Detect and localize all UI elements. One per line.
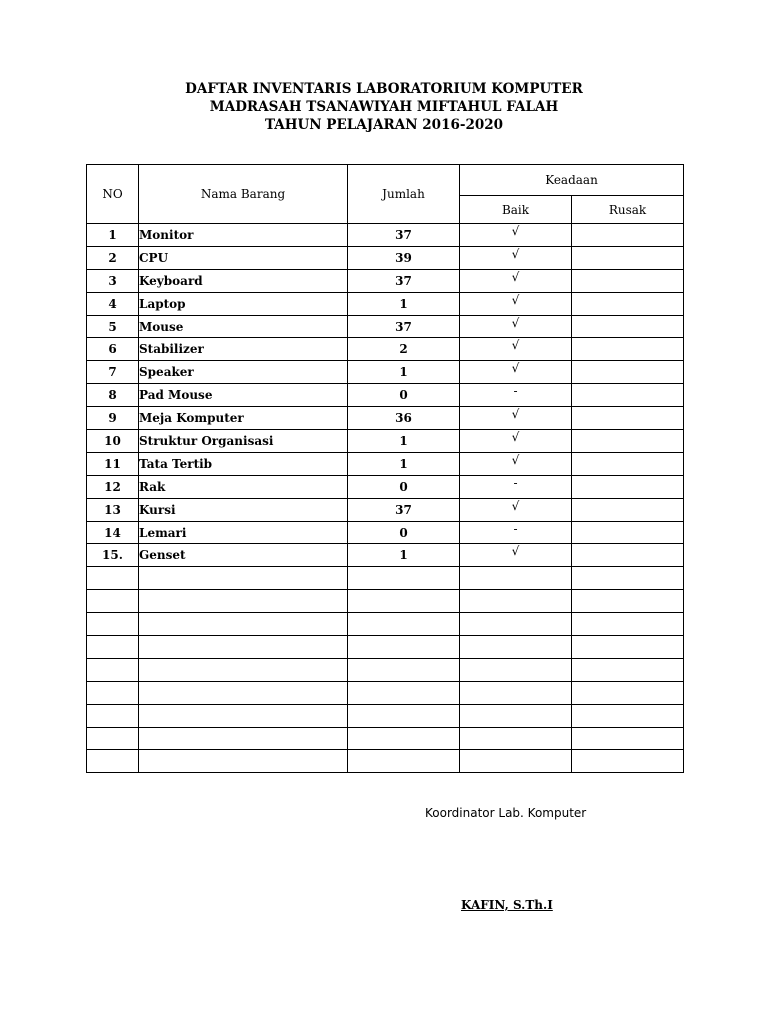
cell-rusak bbox=[572, 750, 684, 773]
cell-baik: - bbox=[460, 521, 572, 544]
cell-no: 1 bbox=[87, 224, 139, 247]
cell-nama-barang: Stabilizer bbox=[139, 338, 348, 361]
table-row bbox=[87, 407, 684, 430]
cell-rusak bbox=[572, 338, 684, 361]
cell-baik: - bbox=[460, 475, 572, 498]
cell-jumlah bbox=[348, 590, 460, 613]
cell-nama-barang: Keyboard bbox=[139, 269, 348, 292]
cell-no bbox=[87, 613, 139, 636]
cell-baik: √ bbox=[460, 544, 572, 567]
header-jumlah: Jumlah bbox=[348, 165, 460, 224]
cell-jumlah bbox=[348, 750, 460, 773]
table-row bbox=[87, 521, 684, 544]
header-keadaan: Keadaan bbox=[460, 165, 684, 196]
cell-baik: √ bbox=[460, 361, 572, 384]
cell-baik bbox=[460, 750, 572, 773]
table-row bbox=[87, 613, 684, 636]
cell-nama-barang: Laptop bbox=[139, 292, 348, 315]
cell-no: 13 bbox=[87, 498, 139, 521]
table-row bbox=[87, 750, 684, 773]
cell-rusak bbox=[572, 269, 684, 292]
cell-jumlah bbox=[348, 567, 460, 590]
cell-nama-barang: Speaker bbox=[139, 361, 348, 384]
cell-no bbox=[87, 567, 139, 590]
cell-jumlah bbox=[348, 704, 460, 727]
cell-no bbox=[87, 590, 139, 613]
cell-baik bbox=[460, 658, 572, 681]
cell-jumlah: 1 bbox=[348, 544, 460, 567]
cell-nama-barang: Kursi bbox=[139, 498, 348, 521]
cell-baik bbox=[460, 704, 572, 727]
cell-rusak bbox=[572, 361, 684, 384]
cell-rusak bbox=[572, 475, 684, 498]
cell-baik: √ bbox=[460, 498, 572, 521]
cell-rusak bbox=[572, 613, 684, 636]
inventory-table-body bbox=[87, 224, 684, 773]
cell-no: 9 bbox=[87, 407, 139, 430]
cell-jumlah bbox=[348, 613, 460, 636]
table-row bbox=[87, 269, 684, 292]
cell-jumlah: 36 bbox=[348, 407, 460, 430]
cell-jumlah: 37 bbox=[348, 224, 460, 247]
cell-rusak bbox=[572, 704, 684, 727]
cell-baik bbox=[460, 727, 572, 750]
cell-baik: √ bbox=[460, 292, 572, 315]
cell-baik: - bbox=[460, 384, 572, 407]
cell-jumlah: 37 bbox=[348, 498, 460, 521]
cell-jumlah: 0 bbox=[348, 384, 460, 407]
cell-jumlah bbox=[348, 658, 460, 681]
cell-rusak bbox=[572, 727, 684, 750]
cell-no bbox=[87, 681, 139, 704]
table-row bbox=[87, 590, 684, 613]
cell-baik: √ bbox=[460, 315, 572, 338]
cell-jumlah bbox=[348, 636, 460, 659]
table-row bbox=[87, 475, 684, 498]
cell-no: 3 bbox=[87, 269, 139, 292]
cell-no: 5 bbox=[87, 315, 139, 338]
cell-rusak bbox=[572, 407, 684, 430]
cell-jumlah: 1 bbox=[348, 452, 460, 475]
cell-rusak bbox=[572, 636, 684, 659]
header-no: NO bbox=[87, 165, 139, 224]
cell-rusak bbox=[572, 452, 684, 475]
cell-jumlah: 0 bbox=[348, 475, 460, 498]
cell-no: 15. bbox=[87, 544, 139, 567]
title-line-3: TAHUN PELAJARAN 2016-2020 bbox=[264, 117, 504, 133]
table-row bbox=[87, 246, 684, 269]
table-row bbox=[87, 338, 684, 361]
cell-nama-barang: Genset bbox=[139, 544, 348, 567]
cell-nama-barang bbox=[139, 727, 348, 750]
cell-no bbox=[87, 727, 139, 750]
cell-rusak bbox=[572, 315, 684, 338]
table-row bbox=[87, 704, 684, 727]
header-rusak: Rusak bbox=[572, 196, 684, 224]
cell-rusak bbox=[572, 544, 684, 567]
cell-no: 11 bbox=[87, 452, 139, 475]
koordinator-name: KAFIN, S.Th.I bbox=[461, 898, 553, 912]
cell-nama-barang bbox=[139, 567, 348, 590]
cell-no: 12 bbox=[87, 475, 139, 498]
table-row bbox=[87, 315, 684, 338]
table-row bbox=[87, 727, 684, 750]
cell-jumlah bbox=[348, 727, 460, 750]
cell-nama-barang: Tata Tertib bbox=[139, 452, 348, 475]
cell-no bbox=[87, 704, 139, 727]
cell-jumlah: 37 bbox=[348, 269, 460, 292]
cell-baik bbox=[460, 681, 572, 704]
cell-jumlah: 37 bbox=[348, 315, 460, 338]
table-row bbox=[87, 636, 684, 659]
table-row bbox=[87, 498, 684, 521]
cell-rusak bbox=[572, 521, 684, 544]
table-row bbox=[87, 544, 684, 567]
cell-rusak bbox=[572, 292, 684, 315]
table-row bbox=[87, 567, 684, 590]
cell-rusak bbox=[572, 430, 684, 453]
inventory-table bbox=[86, 164, 684, 773]
cell-rusak bbox=[572, 498, 684, 521]
cell-no bbox=[87, 658, 139, 681]
cell-no: 4 bbox=[87, 292, 139, 315]
table-row bbox=[87, 452, 684, 475]
cell-baik: √ bbox=[460, 246, 572, 269]
cell-jumlah bbox=[348, 681, 460, 704]
koordinator-label: Koordinator Lab. Komputer bbox=[425, 806, 587, 820]
cell-nama-barang bbox=[139, 658, 348, 681]
cell-jumlah: 1 bbox=[348, 430, 460, 453]
cell-no: 10 bbox=[87, 430, 139, 453]
cell-jumlah: 2 bbox=[348, 338, 460, 361]
cell-no: 2 bbox=[87, 246, 139, 269]
cell-baik: √ bbox=[460, 407, 572, 430]
cell-no bbox=[87, 750, 139, 773]
cell-jumlah: 1 bbox=[348, 292, 460, 315]
cell-nama-barang: Lemari bbox=[139, 521, 348, 544]
cell-nama-barang: Meja Komputer bbox=[139, 407, 348, 430]
document-title bbox=[0, 80, 768, 134]
cell-rusak bbox=[572, 658, 684, 681]
cell-nama-barang bbox=[139, 681, 348, 704]
table-row bbox=[87, 658, 684, 681]
cell-no: 14 bbox=[87, 521, 139, 544]
cell-baik: √ bbox=[460, 430, 572, 453]
cell-nama-barang: Monitor bbox=[139, 224, 348, 247]
cell-nama-barang bbox=[139, 613, 348, 636]
cell-rusak bbox=[572, 246, 684, 269]
cell-rusak bbox=[572, 590, 684, 613]
header-baik: Baik bbox=[460, 196, 572, 224]
table-row bbox=[87, 224, 684, 247]
cell-baik bbox=[460, 567, 572, 590]
cell-no bbox=[87, 636, 139, 659]
cell-nama-barang: Mouse bbox=[139, 315, 348, 338]
table-row bbox=[87, 430, 684, 453]
cell-no: 6 bbox=[87, 338, 139, 361]
cell-baik: √ bbox=[460, 338, 572, 361]
table-row bbox=[87, 292, 684, 315]
cell-baik bbox=[460, 613, 572, 636]
cell-nama-barang: Pad Mouse bbox=[139, 384, 348, 407]
cell-nama-barang bbox=[139, 750, 348, 773]
table-row bbox=[87, 384, 684, 407]
cell-jumlah: 0 bbox=[348, 521, 460, 544]
cell-baik bbox=[460, 590, 572, 613]
cell-baik bbox=[460, 636, 572, 659]
cell-jumlah: 1 bbox=[348, 361, 460, 384]
cell-no: 8 bbox=[87, 384, 139, 407]
cell-rusak bbox=[572, 384, 684, 407]
title-line-2: MADRASAH TSANAWIYAH MIFTAHUL FALAH bbox=[209, 99, 559, 115]
header-nama-barang: Nama Barang bbox=[139, 165, 348, 224]
cell-nama-barang bbox=[139, 590, 348, 613]
cell-jumlah: 39 bbox=[348, 246, 460, 269]
cell-baik: √ bbox=[460, 269, 572, 292]
table-row bbox=[87, 681, 684, 704]
cell-nama-barang: Rak bbox=[139, 475, 348, 498]
cell-nama-barang: Struktur Organisasi bbox=[139, 430, 348, 453]
cell-baik: √ bbox=[460, 452, 572, 475]
table-row bbox=[87, 361, 684, 384]
cell-rusak bbox=[572, 567, 684, 590]
cell-rusak bbox=[572, 681, 684, 704]
cell-nama-barang bbox=[139, 704, 348, 727]
cell-rusak bbox=[572, 224, 684, 247]
cell-baik: √ bbox=[460, 224, 572, 247]
cell-nama-barang bbox=[139, 636, 348, 659]
cell-nama-barang: CPU bbox=[139, 246, 348, 269]
cell-no: 7 bbox=[87, 361, 139, 384]
title-line-1: DAFTAR INVENTARIS LABORATORIUM KOMPUTER bbox=[185, 81, 583, 97]
